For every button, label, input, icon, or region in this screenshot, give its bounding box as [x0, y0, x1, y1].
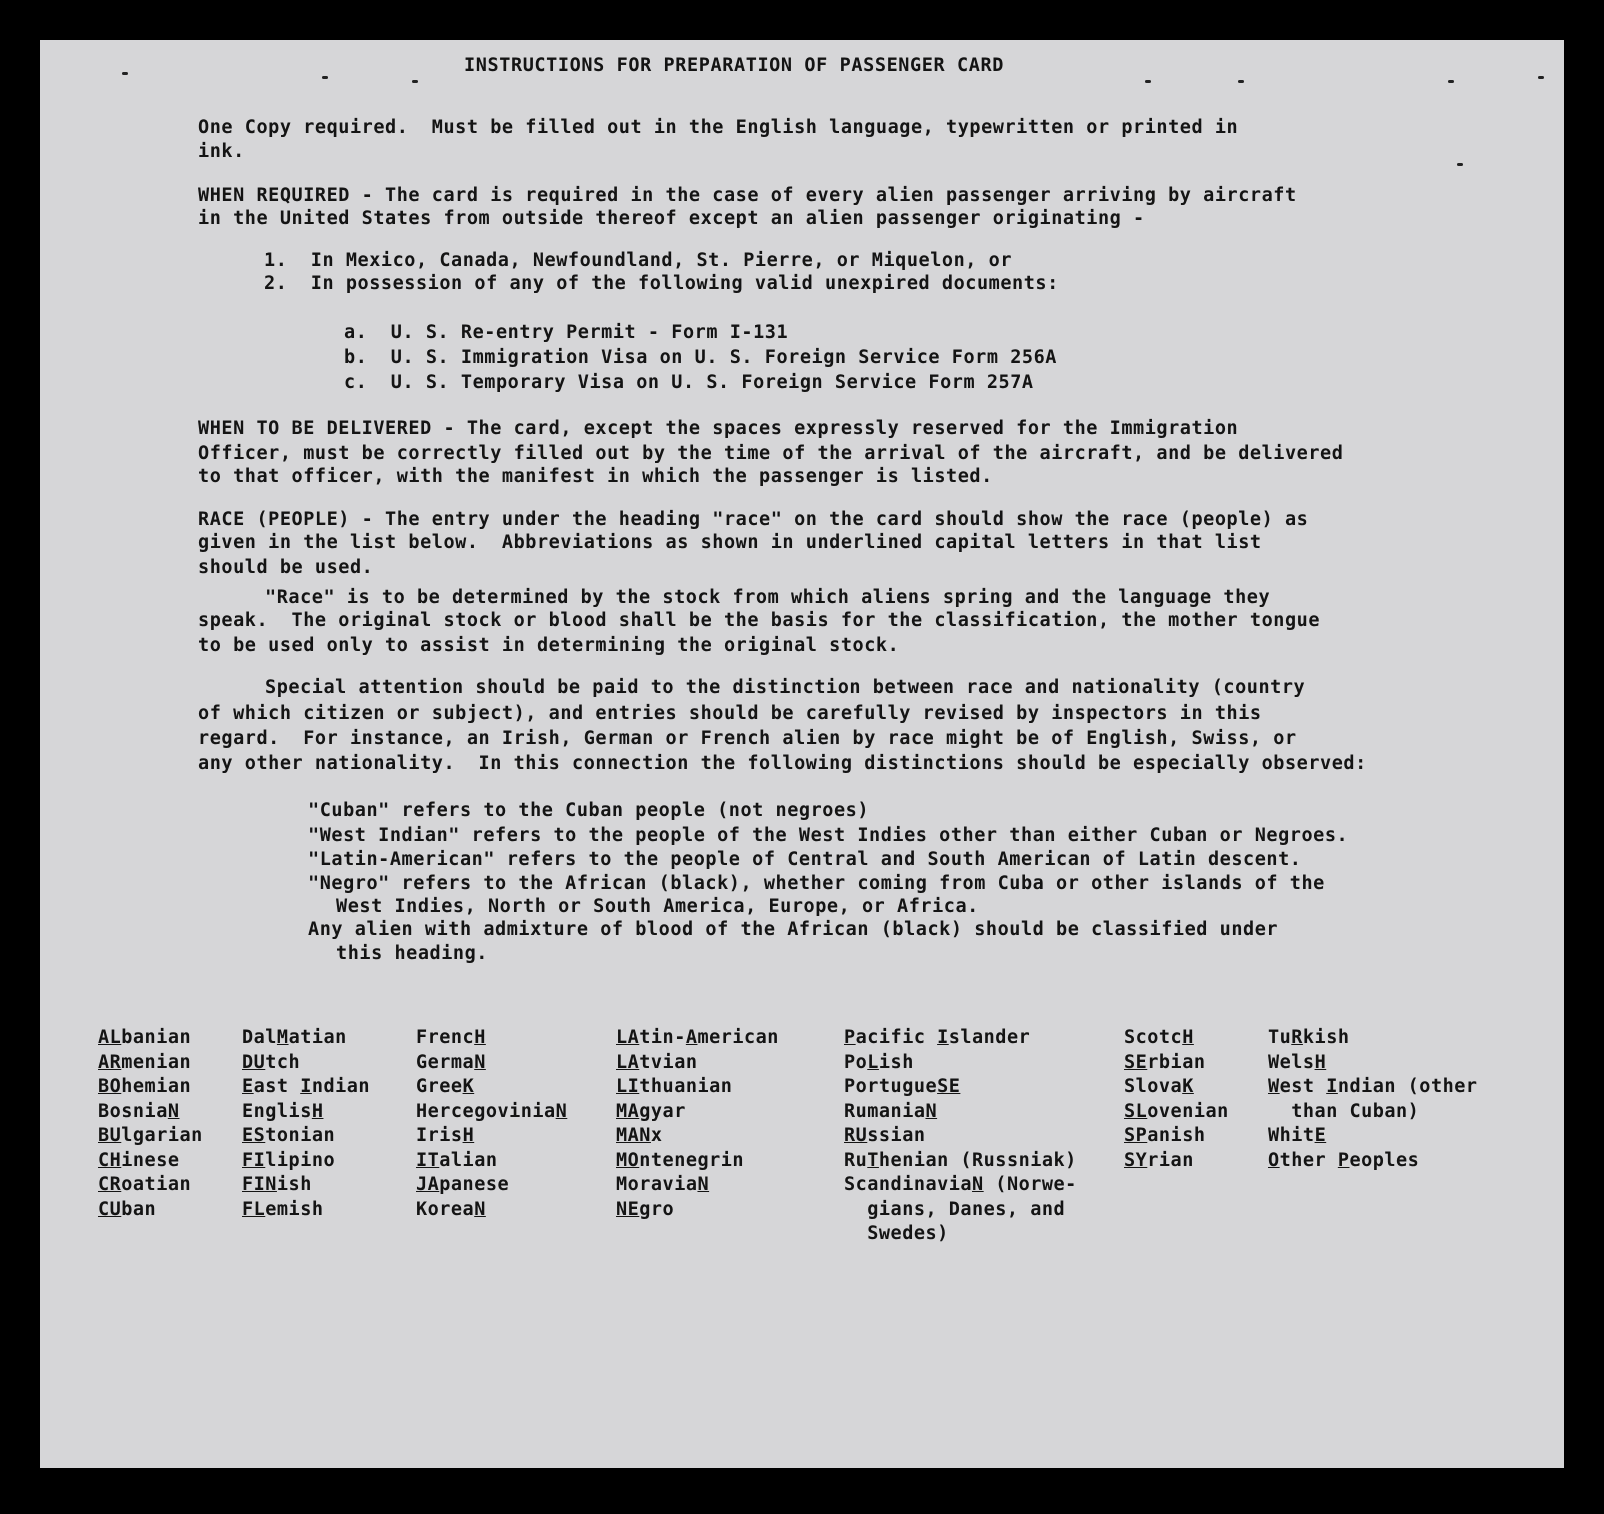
paragraph-line: to that officer, with the manifest in which the passenger is listed. [198, 466, 993, 487]
list-item: 1. In Mexico, Canada, Newfoundland, St. Pierre, or Miquelon, or [264, 250, 1013, 271]
race-entry: JApanese [416, 1174, 510, 1195]
race-entry: IrisH [416, 1125, 475, 1146]
paragraph-line: RACE (PEOPLE) - The entry under the heading "race" on the card should show the race (people) as [198, 509, 1309, 530]
race-entry: EStonian [242, 1125, 336, 1146]
document-title: INSTRUCTIONS FOR PREPARATION OF PASSENGER CARD [464, 55, 1004, 76]
race-entry: ARmenian [98, 1051, 192, 1073]
race-entry: FIlipino [242, 1149, 336, 1171]
paragraph-line: any other nationality. In this connection the following distinctions should be especially observed: [198, 753, 1367, 774]
race-entry: East Indian [242, 1076, 371, 1097]
scan-speck [1538, 76, 1544, 79]
distinction-line: "Cuban" refers to the Cuban people (not negroes) [308, 800, 870, 821]
race-entry: SLovenian [1124, 1100, 1229, 1122]
race-entry: West Indian (other [1268, 1076, 1478, 1097]
race-column [1124, 1026, 1229, 1173]
paragraph-line: of which citizen or subject), and entries should be carefully revised by inspectors in this [198, 703, 1262, 724]
paragraph-line: ink. [198, 141, 245, 162]
race-entry: FLemish [242, 1198, 324, 1220]
race-entry: WelsH [1268, 1051, 1327, 1073]
race-entry: RuThenian (Russniak) [844, 1149, 1077, 1171]
scan-speck [1145, 80, 1151, 83]
race-entry: ITalian [416, 1149, 498, 1171]
distinction-line: West Indies, North or South America, Europe, or Africa. [336, 896, 979, 917]
race-entry: MoraviaN [616, 1174, 710, 1195]
race-entry: RumaniaN [844, 1100, 938, 1122]
paragraph-line: WHEN TO BE DELIVERED - The card, except the spaces expressly reserved for the Immigration [198, 418, 1239, 439]
race-entry: ScotcH [1124, 1027, 1194, 1048]
paragraph-line: One Copy required. Must be filled out in the English language, typewritten or printed in [198, 117, 1239, 138]
paragraph-line: Officer, must be correctly filled out by the time of the arrival of the aircraft, and be delivered [198, 443, 1344, 464]
race-entry: MOntenegrin [616, 1149, 745, 1171]
distinction-line: this heading. [336, 943, 488, 964]
race-entry: GermaN [416, 1051, 486, 1073]
race-entry: Swedes) [844, 1223, 949, 1244]
race-column [98, 1026, 203, 1222]
race-entry: TuRkish [1268, 1027, 1350, 1048]
distinction-line: "Latin-American" refers to the people of Central and South American of Latin descent. [308, 849, 1302, 870]
race-column [616, 1026, 779, 1222]
race-entry: EnglisH [242, 1100, 324, 1122]
race-entry: than Cuban) [1268, 1100, 1420, 1122]
paragraph-line: in the United States from outside thereof except an alien passenger originating - [198, 208, 1145, 229]
race-entry: DUtch [242, 1051, 301, 1073]
race-entry: SPanish [1124, 1125, 1206, 1146]
list-item: a. U. S. Re-entry Permit - Form I-131 [344, 322, 789, 343]
race-entry: FINish [242, 1174, 312, 1195]
distinction-line: "Negro" refers to the African (black), whether coming from Cuba or other islands of the [308, 873, 1325, 894]
race-entry: HercegoviniaN [416, 1100, 568, 1122]
list-item: c. U. S. Temporary Visa on U. S. Foreign Service Form 257A [344, 372, 1034, 393]
scan-speck [1457, 163, 1463, 166]
race-entry: BosniaN [98, 1100, 180, 1122]
race-entry: DalMatian [242, 1027, 347, 1048]
scan-speck [122, 72, 128, 75]
race-entry: Other Peoples [1268, 1149, 1420, 1171]
list-item: b. U. S. Immigration Visa on U. S. Foreign Service Form 256A [344, 347, 1057, 368]
race-entry: WhitE [1268, 1125, 1327, 1146]
race-column [242, 1026, 370, 1222]
paragraph-line: Special attention should be paid to the distinction between race and nationality (country [265, 677, 1306, 698]
race-entry: ALbanian [98, 1027, 192, 1048]
list-item: 2. In possession of any of the following valid unexpired documents: [264, 273, 1059, 294]
race-entry: Pacific Islander [844, 1027, 1031, 1048]
race-entry: BUlgarian [98, 1125, 203, 1146]
race-entry: LAtin-American [616, 1027, 779, 1048]
paragraph-line: WHEN REQUIRED - The card is required in the case of every alien passenger arriving by aircraft [198, 185, 1297, 206]
race-column [1268, 1026, 1478, 1173]
race-entry: SYrian [1124, 1149, 1194, 1171]
paragraph-line: speak. The original stock or blood shall be the basis for the classification, the mother tongue [198, 610, 1321, 631]
paragraph-line: "Race" is to be determined by the stock from which aliens spring and the language they [265, 587, 1271, 608]
race-entry: PortugueSE [844, 1076, 961, 1097]
race-entry: LIthuanian [616, 1076, 733, 1097]
scan-speck [1448, 80, 1454, 83]
race-entry: FrencH [416, 1027, 486, 1048]
race-entry: SlovaK [1124, 1076, 1194, 1097]
paragraph-line: given in the list below. Abbreviations as shown in underlined capital letters in that list [198, 532, 1262, 553]
race-entry: BOhemian [98, 1076, 192, 1097]
paragraph-line: should be used. [198, 557, 374, 578]
distinction-line: Any alien with admixture of blood of the African (black) should be classified under [308, 919, 1279, 940]
race-entry: PoLish [844, 1051, 914, 1073]
race-entry: CUban [98, 1198, 157, 1220]
race-entry: CHinese [98, 1149, 180, 1171]
paragraph-line: to be used only to assist in determining the original stock. [198, 635, 900, 656]
race-entry: MANx [616, 1125, 663, 1146]
race-entry: RUssian [844, 1125, 926, 1146]
race-entry: ScandinaviaN (Norwe- [844, 1174, 1077, 1195]
distinction-line: "West Indian" refers to the people of the West Indies other than either Cuban or Negroes. [308, 825, 1349, 846]
paragraph-line: regard. For instance, an Irish, German or French alien by race might be of English, Swiss, or [198, 728, 1297, 749]
scan-speck [412, 80, 418, 83]
race-column [844, 1026, 1077, 1247]
race-column [416, 1026, 567, 1222]
race-entry: gians, Danes, and [844, 1198, 1066, 1220]
race-entry: GreeK [416, 1076, 475, 1097]
race-entry: CRoatian [98, 1174, 192, 1195]
race-entry: LAtvian [616, 1051, 698, 1073]
race-entry: NEgro [616, 1198, 675, 1220]
race-entry: SErbian [1124, 1051, 1206, 1073]
race-entry: KoreaN [416, 1198, 486, 1220]
scan-speck [1238, 80, 1244, 83]
scan-speck [322, 76, 328, 79]
race-entry: MAgyar [616, 1100, 686, 1122]
